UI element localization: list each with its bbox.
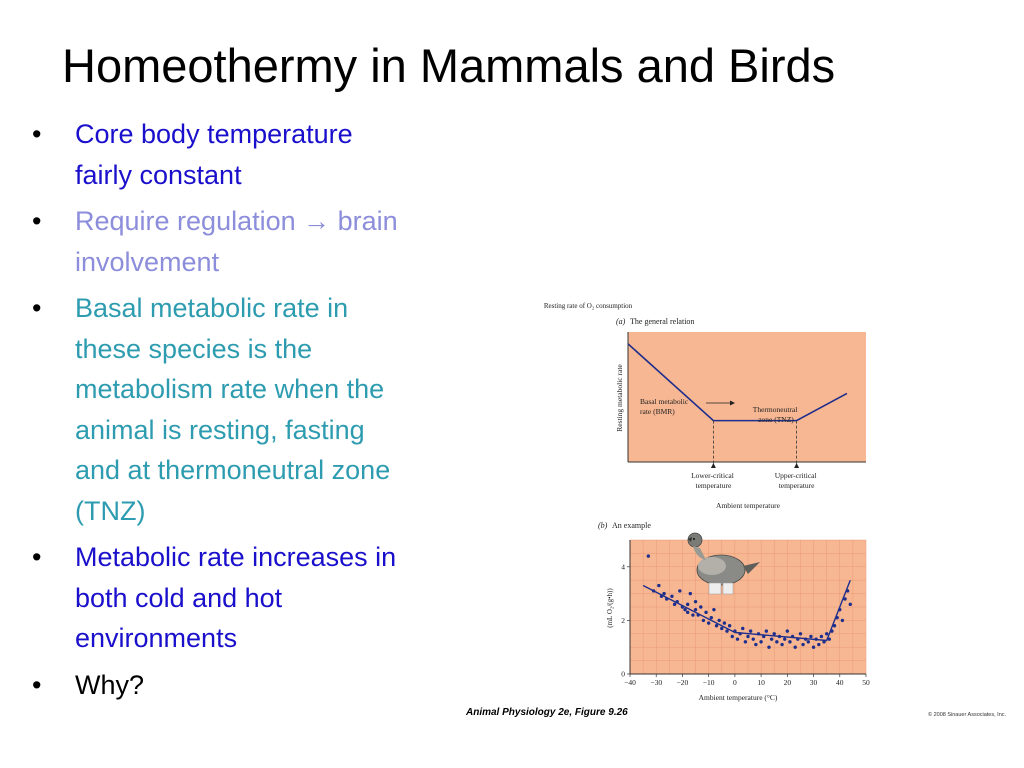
panel-a-title: The general relation xyxy=(630,317,695,326)
data-point xyxy=(783,637,786,640)
data-point xyxy=(712,608,715,611)
data-point xyxy=(731,635,734,638)
bullet-line: environments xyxy=(75,623,238,653)
bullet-list xyxy=(30,114,462,711)
panel-a-bmr-label: Basal metabolic rate (BMR) xyxy=(640,397,689,416)
data-point xyxy=(707,621,710,624)
data-point xyxy=(662,592,665,595)
bullet-item xyxy=(30,288,462,531)
x-tick-label: 0 xyxy=(733,678,737,687)
copyright-notice: © 2008 Sinauer Associates, Inc. xyxy=(928,712,1007,718)
data-point xyxy=(799,632,802,635)
data-point xyxy=(759,640,762,643)
data-point xyxy=(788,640,791,643)
x-tick-label: −30 xyxy=(650,678,663,687)
upper-critical-label: Upper-critical temperature xyxy=(774,471,817,490)
bullet-line: metabolism rate when the xyxy=(75,374,385,404)
data-point xyxy=(715,624,718,627)
bullet-line: involvement xyxy=(75,246,220,277)
data-point xyxy=(686,611,689,614)
data-point xyxy=(723,621,726,624)
data-point xyxy=(746,635,749,638)
data-point xyxy=(710,616,713,619)
data-point xyxy=(765,629,768,632)
x-tick-label: 40 xyxy=(836,678,844,687)
data-point xyxy=(725,629,728,632)
data-point xyxy=(744,640,747,643)
y-tick-label: 0 xyxy=(621,669,625,679)
bullet-line: both cold and hot xyxy=(75,582,283,613)
lower-critical-label: Lower-critical temperature xyxy=(691,471,734,490)
panel-b-title: An example xyxy=(612,521,651,530)
data-point xyxy=(775,640,778,643)
data-point xyxy=(767,646,770,649)
data-point xyxy=(794,646,797,649)
bullet-item xyxy=(30,537,462,659)
data-point xyxy=(704,611,707,614)
data-point xyxy=(699,605,702,608)
x-tick-label: −10 xyxy=(702,678,715,687)
data-point xyxy=(812,646,815,649)
bullet-dot-icon: • xyxy=(32,293,42,323)
data-point xyxy=(657,584,660,587)
y-tick-label: 4 xyxy=(621,562,625,572)
bullet-item xyxy=(30,201,462,282)
bullet-line: fairly constant xyxy=(75,159,242,190)
bullet-item xyxy=(30,114,462,195)
bullet-line: Why? xyxy=(75,669,145,700)
data-point xyxy=(754,643,757,646)
data-point xyxy=(736,637,739,640)
data-point xyxy=(801,643,804,646)
x-tick-label: 10 xyxy=(757,678,765,687)
data-point xyxy=(817,643,820,646)
bullet-line: animal is resting, fasting xyxy=(75,414,365,445)
data-point xyxy=(670,595,673,598)
data-point xyxy=(673,603,676,606)
data-point xyxy=(749,629,752,632)
slide-title: Homeothermy in Mammals and Birds xyxy=(62,39,836,92)
x-tick-label: −40 xyxy=(624,678,636,687)
data-point xyxy=(770,637,773,640)
data-point xyxy=(741,627,744,630)
panel-b-label: (b) xyxy=(598,521,608,530)
data-point xyxy=(752,637,755,640)
bullet-dot-icon: • xyxy=(32,542,42,572)
x-tick-label: −20 xyxy=(676,678,689,687)
bullet-dot-icon: • xyxy=(32,119,42,149)
figure-9-26 xyxy=(543,302,874,706)
data-point xyxy=(773,632,776,635)
data-point xyxy=(717,619,720,622)
panel-a-label: (a) xyxy=(616,317,626,326)
panel-a-xlabel: Ambient temperature xyxy=(716,501,780,510)
data-point xyxy=(841,619,844,622)
data-point xyxy=(647,554,650,557)
upper-critical-arrow-icon xyxy=(794,463,799,468)
x-tick-label: 50 xyxy=(862,678,870,687)
bullet-line: (TNZ) xyxy=(75,495,146,526)
x-tick-label: 30 xyxy=(809,678,818,687)
bullet-dot-icon: • xyxy=(32,206,42,236)
bullet-dot-icon: • xyxy=(32,669,42,700)
bullet-line: Core body temperature xyxy=(75,119,353,149)
data-point xyxy=(786,629,789,632)
data-point xyxy=(694,600,697,603)
data-point xyxy=(683,608,686,611)
bullet-item xyxy=(30,665,462,706)
data-point xyxy=(720,627,723,630)
data-point xyxy=(678,589,681,592)
data-point xyxy=(825,632,828,635)
data-point xyxy=(809,635,812,638)
data-point xyxy=(694,608,697,611)
panel-b-xlabel: Ambient temperature (°C) xyxy=(698,693,778,702)
x-tick-label: 20 xyxy=(783,678,792,687)
bullet-line: Require regulation → brain xyxy=(75,206,398,236)
bullet-line: Basal metabolic rate in xyxy=(75,293,349,323)
data-point xyxy=(691,613,694,616)
data-point xyxy=(686,603,689,606)
data-point xyxy=(820,635,823,638)
data-point xyxy=(780,643,783,646)
panel-a-ylabel: Resting metabolic rate xyxy=(615,364,624,432)
data-point xyxy=(807,640,810,643)
panel-b-ylabel-units: (mL O₂/(g•h)) xyxy=(606,588,614,628)
bullet-line: these species is the xyxy=(75,333,313,364)
bullet-line: and at thermoneutral zone xyxy=(75,455,391,485)
data-point xyxy=(689,592,692,595)
bullet-line: Metabolic rate increases in xyxy=(75,542,397,572)
data-point xyxy=(728,624,731,627)
figure-caption: Animal Physiology 2e, Figure 9.26 xyxy=(466,707,628,718)
y-tick-label: 2 xyxy=(621,615,625,625)
lower-critical-arrow-icon xyxy=(711,463,716,468)
panel-b-ylabel: Resting rate of O₂ consumption xyxy=(543,302,633,310)
data-point xyxy=(702,619,705,622)
data-point xyxy=(849,603,852,606)
panel-a-tnz-label: Thermoneutral zone (TNZ) xyxy=(752,405,798,424)
